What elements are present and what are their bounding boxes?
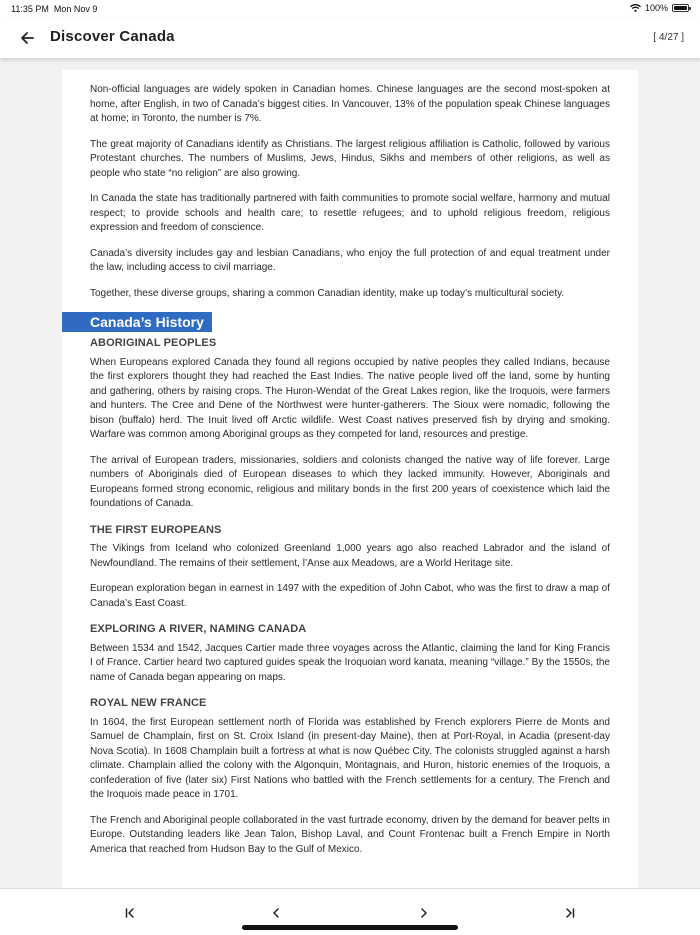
status-time: 11:35 PM xyxy=(11,4,49,14)
paragraph: European exploration began in earnest in 1497 with the expedition of John Cabot, who was the first to draw a map of Canada’s East Coast. xyxy=(90,583,610,609)
arrow-left-icon xyxy=(19,30,35,46)
paragraph: The great majority of Canadians identify as Christians. The largest religious affiliation is Catholic, followed by various Protestant churches. The numbers of Muslims, Jews, Hindus, Sikhs and members of other religions, as well as people who state “no religion” are also growing. xyxy=(90,138,610,179)
status-right xyxy=(630,3,689,13)
paragraph: In Canada the state has traditionally partnered with faith communities to promote social welfare, harmony and mutual respect; to provide schools and health care; to resettle refugees; and to uphold religious freedom, religious expression and freedom of conscience. xyxy=(90,193,610,233)
chevron-right-icon xyxy=(418,907,430,919)
subsection-heading: ABORIGINAL PEOPLES xyxy=(90,337,217,349)
home-indicator[interactable] xyxy=(242,925,458,930)
status-time-date xyxy=(11,4,97,14)
paragraph: Together, these diverse groups, sharing a common Canadian identity, make up today’s multicultural society. xyxy=(90,287,565,299)
subsection-heading: THE FIRST EUROPEANS xyxy=(90,523,222,536)
chevron-left-icon xyxy=(270,907,282,919)
paragraph: Canada’s diversity includes gay and lesbian Canadians, who enjoy the full protection of and equal treatment under the law, including access to civil marriage. xyxy=(90,247,610,273)
page-title: Discover Canada xyxy=(50,28,175,45)
paragraph: The Vikings from Iceland who colonized Greenland 1,000 years ago also reached Labrador and the island of Newfoundland. The remains of their settlement, l’Anse aux Meadows, are a World Heritage site. xyxy=(90,543,610,569)
status-bar xyxy=(0,0,700,18)
first-page-button[interactable] xyxy=(118,904,142,922)
bottom-nav-bar xyxy=(0,888,700,935)
wifi-icon xyxy=(630,4,641,12)
paragraph: The arrival of European traders, missionaries, soldiers and colonists changed the native way of life forever. Large numbers of Aboriginals died of European diseases to which they lacked immunity. However, Aboriginals and Europeans formed strong economic, religious and military bonds in the first 200 years of coexistence which laid the foundations of Canada. xyxy=(90,454,610,509)
page-indicator: [ 4/27 ] xyxy=(653,32,684,43)
document-content xyxy=(62,70,638,857)
section-title: Canada’s History xyxy=(62,312,212,332)
paragraph: Between 1534 and 1542, Jacques Cartier made three voyages across the Atlantic, claiming the land for King Francis I of France. Cartier heard two captured guides speak the Iroquoian word kanata, meaning “village.” By the 1550s, the name of Canada began appearing on maps. xyxy=(90,642,610,683)
battery-icon xyxy=(672,4,689,12)
previous-page-button[interactable] xyxy=(264,904,288,922)
app-bar xyxy=(0,18,700,58)
paragraph: The French and Aboriginal people collaborated in the vast furtrade economy, driven by the demand for beaver pelts in Europe. Outstanding leaders like Jean Talon, Bishop Laval, and Count Frontenac built a French Empire in North America that reached from Hudson Bay to the Gulf of Mexico. xyxy=(90,814,610,855)
next-page-button[interactable] xyxy=(412,904,436,922)
status-date: Mon Nov 9 xyxy=(53,4,98,14)
paragraph: In 1604, the first European settlement north of Florida was established by French explorers Pierre de Monts and Samuel de Champlain, first on St. Croix Island (in present-day Maine), then at Port-Royal, in Acadia (present-day Nova Scotia). In 1608 Champlain built a fortress at what is now Québec City. The colonists struggled against a harsh climate. Champlain allied the colony with the Algonquin, Montagnais, and Huron, historic enemies of the Iroquois, a confederation of five (later six) First Nations who battled with the French settlements for a century. The French and the Iroquois made peace in 1701. xyxy=(90,716,610,800)
paragraph: When Europeans explored Canada they found all regions occupied by native peoples they called Indians, because the first explorers thought they had reached the East Indies. The native people lived off the land, some by hunting and gathering, others by raising crops. The Huron-Wendat of the Great Lakes region, like the Iroquois, were farmers and hunters. The Cree and Dene of the Northwest were hunter-gatherers. The Sioux were nomadic, following the bison (buffalo) herd. The Inuit lived off Arctic wildlife. West Coast natives preserved fish by drying and smoking. Warfare was common among Aboriginal groups as they competed for land, resources and prestige. xyxy=(90,356,610,440)
paragraph: Non-official languages are widely spoken in Canadian homes. Chinese languages are the second most-spoken at home, after English, in two of Canada’s biggest cities. In Vancouver, 13% of the population speak Chinese languages at home; in Toronto, the number is 7%. xyxy=(90,84,610,124)
last-page-icon xyxy=(564,907,576,919)
subsection-heading: EXPLORING A RIVER, NAMING CANADA xyxy=(90,623,307,635)
back-button[interactable] xyxy=(14,25,40,51)
document-page xyxy=(62,70,638,888)
battery-percent: 100% xyxy=(644,3,668,13)
first-page-icon xyxy=(124,907,136,919)
last-page-button[interactable] xyxy=(558,904,582,922)
subsection-heading: ROYAL NEW FRANCE xyxy=(90,697,207,709)
